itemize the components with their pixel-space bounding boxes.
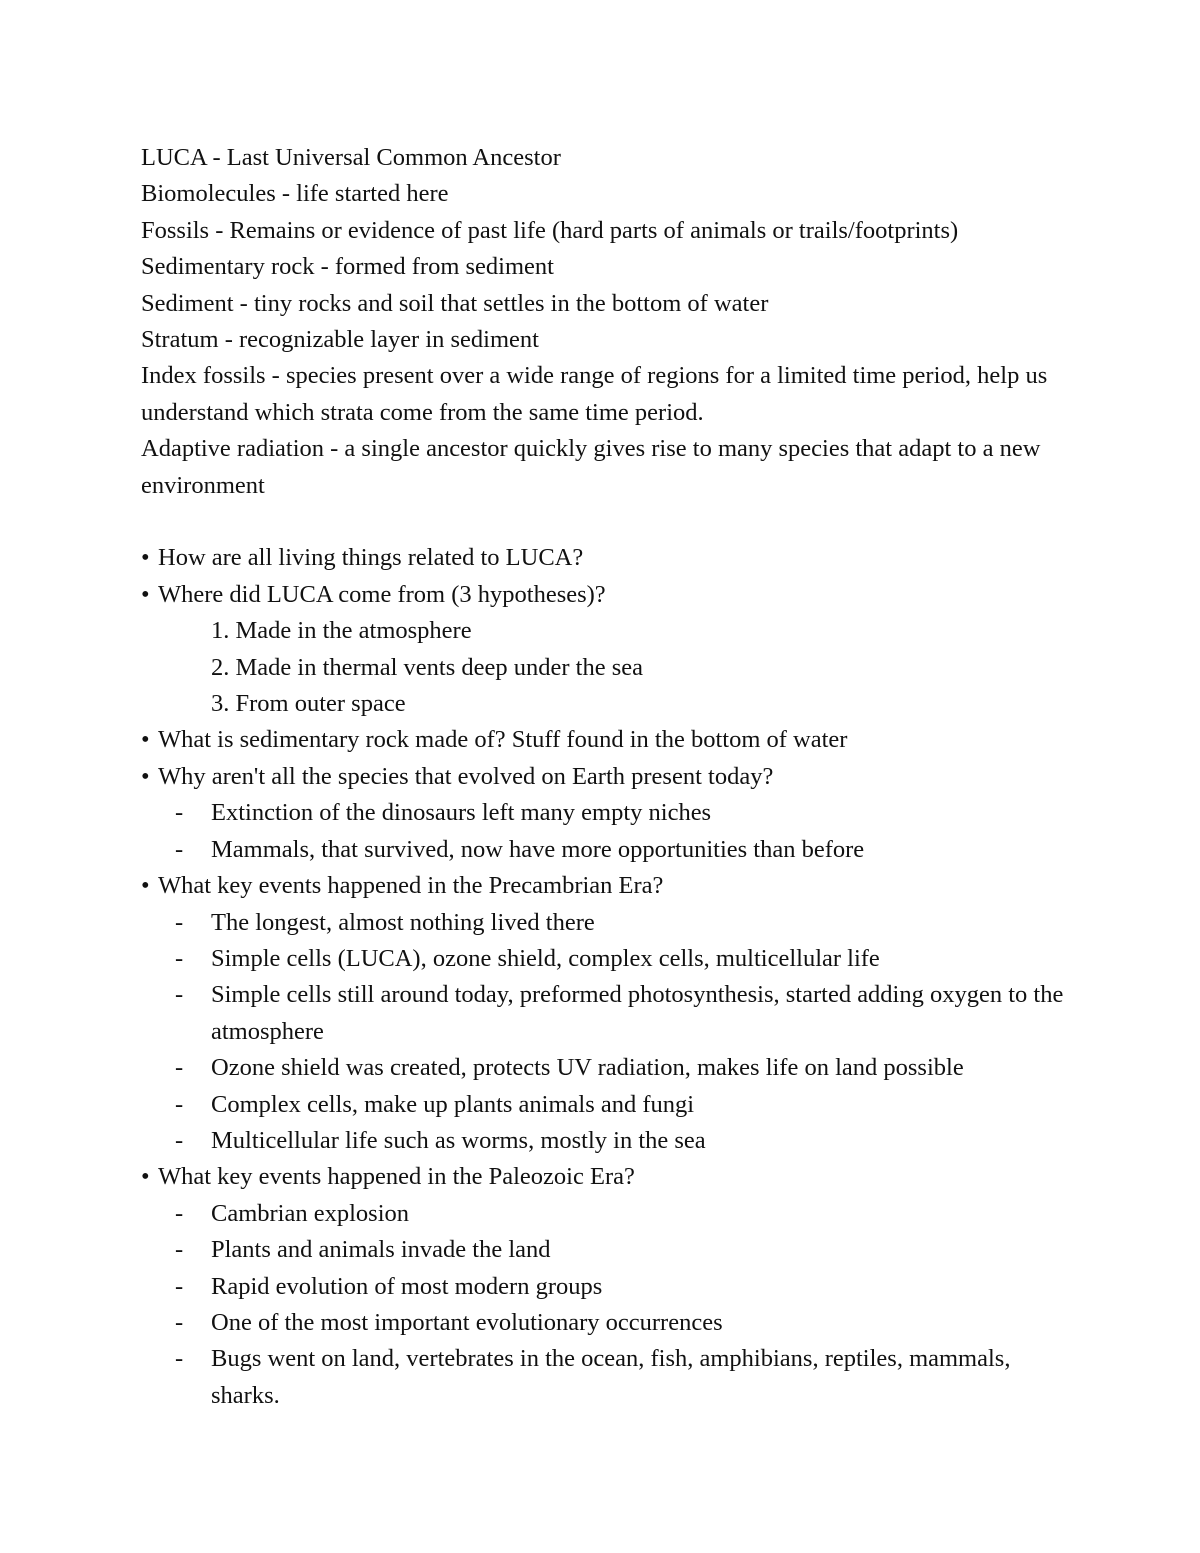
dash-marker: -: [175, 799, 184, 827]
dash-item: [141, 1123, 1071, 1159]
dash-item: [141, 1269, 1071, 1305]
bullet-marker: •: [141, 726, 150, 754]
question-text: Where did LUCA come from (3 hypotheses)?: [158, 580, 606, 608]
numbered-item: 2. Made in thermal vents deep under the sea: [211, 653, 644, 681]
dash-item: [141, 1341, 1071, 1414]
definition-adaptive-radiation: Adaptive radiation - a single ancestor quickly gives rise to many species that adapt to a new environment: [141, 435, 1041, 499]
dash-marker: -: [175, 1090, 184, 1118]
bullet-marker: •: [141, 1163, 150, 1191]
dash-item-text: Mammals, that survived, now have more opportunities than before: [211, 835, 865, 863]
dash-item-text: Bugs went on land, vertebrates in the ocean, fish, amphibians, reptiles, mammals, sharks.: [211, 1345, 1011, 1409]
dash-item-text: Plants and animals invade the land: [211, 1236, 551, 1264]
question-bullet: [141, 722, 1071, 758]
dash-marker: -: [175, 1126, 184, 1154]
dash-item: [141, 977, 1071, 1050]
definition-sedimentary-rock: Sedimentary rock - formed from sediment: [141, 253, 554, 281]
dash-item-text: Simple cells still around today, preformed photosynthesis, started adding oxygen to the atmosphere: [211, 981, 1064, 1045]
dash-marker: -: [175, 981, 184, 1009]
question-bullet: [141, 1159, 1071, 1195]
bullet-marker: •: [141, 872, 150, 900]
question-bullet: [141, 540, 1071, 576]
dash-item-text: One of the most important evolutionary occurrences: [211, 1308, 723, 1336]
dash-item-text: Cambrian explosion: [211, 1199, 410, 1227]
definition-stratum: Stratum - recognizable layer in sediment: [141, 326, 539, 354]
dash-item-text: Extinction of the dinosaurs left many empty niches: [211, 799, 712, 827]
dash-item: [141, 1087, 1071, 1123]
question-bullet: [141, 868, 1071, 904]
question-text: What key events happened in the Paleozoic Era?: [158, 1163, 635, 1191]
dash-item-text: Complex cells, make up plants animals and fungi: [211, 1090, 695, 1118]
bullet-marker: •: [141, 580, 150, 608]
definition-biomolecules: Biomolecules - life started here: [141, 180, 449, 208]
dash-marker: -: [175, 1272, 184, 1300]
dash-item-text: The longest, almost nothing lived there: [211, 908, 595, 936]
dash-item-text: Ozone shield was created, protects UV radiation, makes life on land possible: [211, 1054, 964, 1082]
dash-item: [141, 941, 1071, 977]
dash-item: [141, 795, 1071, 831]
definition-index-fossils: Index fossils - species present over a wide range of regions for a limited time period, help us understand which strata come from the same time period.: [141, 362, 1048, 426]
dash-item-text: Simple cells (LUCA), ozone shield, complex cells, multicellular life: [211, 944, 880, 972]
dash-marker: -: [175, 908, 184, 936]
spacer: [141, 504, 1071, 540]
dash-item: [141, 1232, 1071, 1268]
question-text: How are all living things related to LUCA?: [158, 544, 584, 572]
dash-marker: -: [175, 944, 184, 972]
dash-marker: -: [175, 1308, 184, 1336]
dash-marker: -: [175, 1054, 184, 1082]
dash-marker: -: [175, 1345, 184, 1373]
question-text: Why aren't all the species that evolved on Earth present today?: [158, 762, 774, 790]
question-text: What is sedimentary rock made of? Stuff found in the bottom of water: [158, 726, 848, 754]
question-text: What key events happened in the Precambrian Era?: [158, 872, 664, 900]
question-bullet: [141, 759, 1071, 795]
dash-marker: -: [175, 835, 184, 863]
dash-item: [141, 1305, 1071, 1341]
dash-marker: -: [175, 1199, 184, 1227]
dash-item: [141, 832, 1071, 868]
question-bullet: [141, 577, 1071, 613]
dash-item-text: Rapid evolution of most modern groups: [211, 1272, 603, 1300]
dash-item-text: Multicellular life such as worms, mostly in the sea: [211, 1126, 706, 1154]
definition-sediment: Sediment - tiny rocks and soil that settles in the bottom of water: [141, 289, 769, 317]
definition-luca: LUCA - Last Universal Common Ancestor: [141, 144, 561, 171]
dash-marker: -: [175, 1236, 184, 1264]
bullet-marker: •: [141, 544, 150, 572]
dash-item: [141, 905, 1071, 941]
bullet-marker: •: [141, 762, 150, 790]
dash-item: [141, 1050, 1071, 1086]
dash-item: [141, 1196, 1071, 1232]
document-body: [141, 140, 1071, 1414]
definition-fossils: Fossils - Remains or evidence of past life (hard parts of animals or trails/footprints): [141, 216, 959, 244]
numbered-item: 3. From outer space: [211, 690, 406, 718]
numbered-item: 1. Made in the atmosphere: [211, 617, 472, 645]
